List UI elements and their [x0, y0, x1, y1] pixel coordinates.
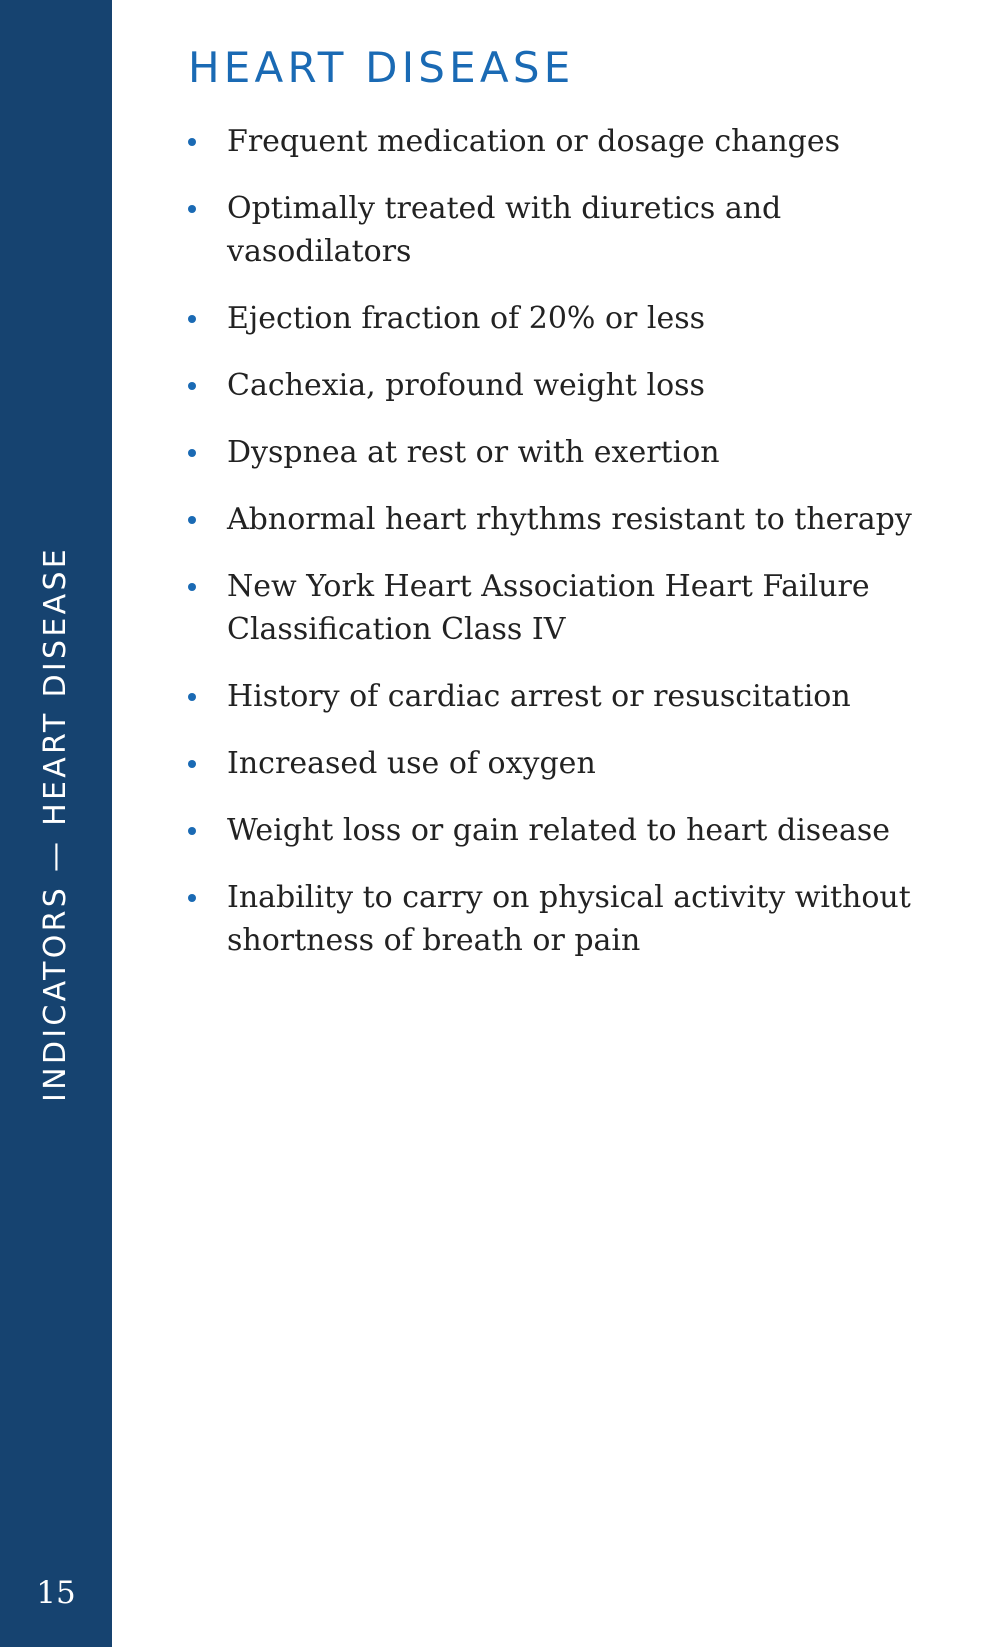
bullet-icon [188, 827, 196, 835]
section-title: INDICATORS — HEART DISEASE [38, 545, 73, 1103]
bullet-icon [188, 760, 196, 768]
list-item-text: Increased use of oxygen [227, 746, 596, 781]
bullet-icon [188, 449, 196, 457]
list-item [188, 364, 948, 407]
indicator-list [188, 120, 948, 962]
list-item [188, 431, 948, 474]
list-item-text: Weight loss or gain related to heart disease [227, 813, 890, 848]
bullet-icon [188, 382, 196, 390]
list-item [188, 120, 948, 163]
list-item [188, 498, 948, 541]
bullet-icon [188, 516, 196, 524]
list-item [188, 565, 948, 651]
list-item [188, 187, 948, 273]
sidebar [0, 0, 112, 1647]
main-content [188, 44, 948, 986]
list-item-text: Dyspnea at rest or with exertion [227, 435, 720, 470]
list-item [188, 675, 948, 718]
list-item [188, 297, 948, 340]
list-item-text: New York Heart Association Heart Failure Classification Class IV [227, 569, 870, 647]
list-item [188, 809, 948, 852]
list-item-text: Cachexia, profound weight loss [227, 368, 705, 403]
list-item-text: Frequent medication or dosage changes [227, 124, 841, 159]
bullet-icon [188, 894, 196, 902]
list-item-text: Optimally treated with diuretics and vasodilators [227, 191, 782, 269]
page-number: 15 [36, 1575, 76, 1611]
list-item [188, 876, 948, 962]
list-item-text: Abnormal heart rhythms resistant to therapy [227, 502, 912, 537]
list-item-text: Ejection fraction of 20% or less [227, 301, 706, 336]
bullet-icon [188, 138, 196, 146]
bullet-icon [188, 583, 196, 591]
list-item-text: History of cardiac arrest or resuscitation [227, 679, 851, 714]
list-item-text: Inability to carry on physical activity without shortness of breath or pain [227, 880, 911, 958]
list-item [188, 742, 948, 785]
bullet-icon [188, 205, 196, 213]
page-title: HEART DISEASE [188, 43, 575, 92]
bullet-icon [188, 693, 196, 701]
bullet-icon [188, 315, 196, 323]
